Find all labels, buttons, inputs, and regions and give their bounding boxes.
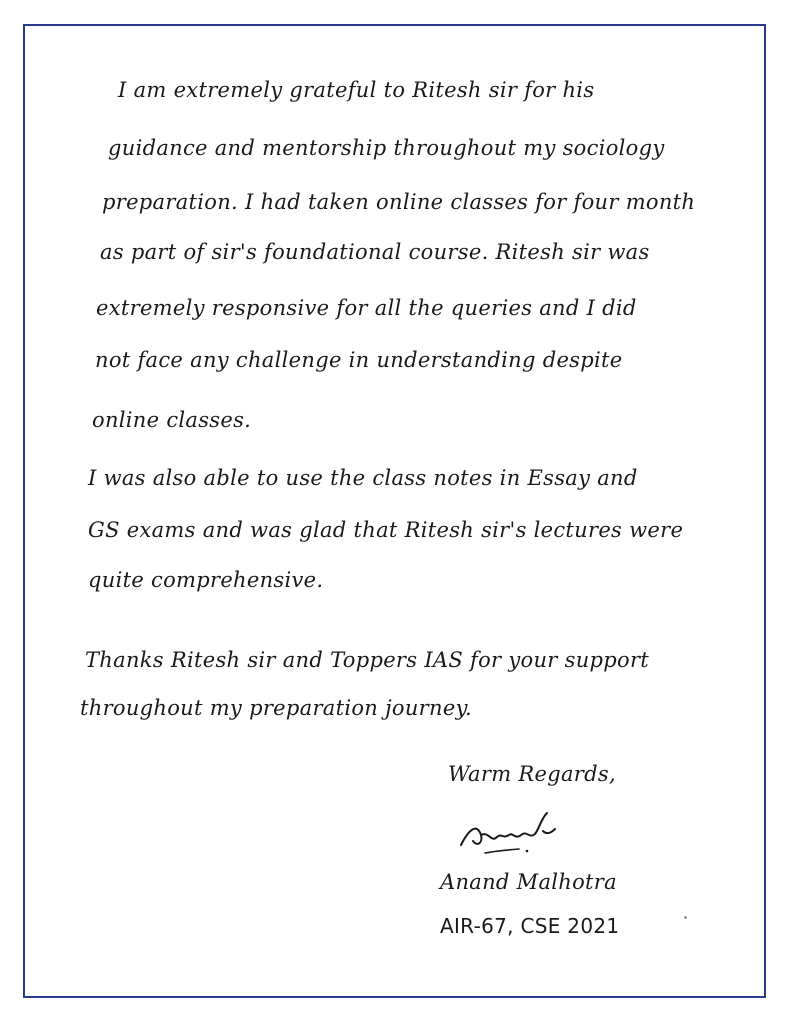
- letter-line: preparation. I had taken online classes for four month: [102, 190, 696, 214]
- handwritten-signature: [455, 805, 565, 860]
- closing-text: Warm Regards,: [448, 762, 616, 786]
- letter-border: [23, 24, 766, 998]
- letter-line: extremely responsive for all the queries and I did: [96, 296, 637, 320]
- signature-scribble: [455, 805, 565, 860]
- letter-line: I was also able to use the class notes in Essay and: [88, 466, 638, 490]
- paper-speck: [684, 916, 687, 919]
- letter-line: GS exams and was glad that Ritesh sir's lectures were: [88, 518, 684, 542]
- letter-line: I am extremely grateful to Ritesh sir for his: [118, 78, 595, 102]
- letter-line: as part of sir's foundational course. Ritesh sir was: [100, 240, 650, 264]
- letter-line: Thanks Ritesh sir and Toppers IAS for your support: [85, 648, 650, 672]
- letter-line: not face any challenge in understanding despite: [95, 348, 623, 372]
- author-rank: AIR-67, CSE 2021: [440, 914, 620, 938]
- letter-line: throughout my preparation journey.: [80, 696, 472, 720]
- author-name: Anand Malhotra: [440, 870, 617, 894]
- letter-line: guidance and mentorship throughout my sociology: [108, 136, 665, 160]
- letter-line: online classes.: [92, 408, 252, 432]
- letter-line: quite comprehensive.: [88, 568, 324, 592]
